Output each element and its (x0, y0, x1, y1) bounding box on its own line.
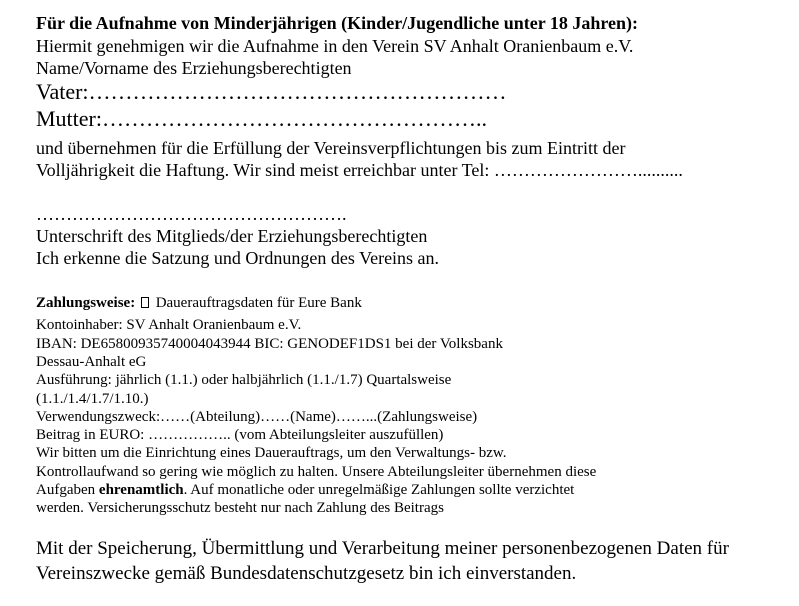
privacy-consent-line1: Mit der Speicherung, Übermittlung und Verarbeitung meiner personenbezogenen Daten für (36, 538, 729, 559)
minors-heading: Für die Aufnahme von Minderjährigen (Kinder/Jugendliche unter 18 Jahren): (36, 13, 639, 33)
phone-field: Volljährigkeit die Haftung. Wir sind meist erreichbar unter Tel: …………………….......... (36, 160, 683, 180)
volunteer-text-post: . Auf monatliche oder unregelmäßige Zahlungen sollte verzichtet (183, 482, 575, 498)
consent-text: Hiermit genehmigen wir die Aufnahme in den Verein SV Anhalt Oranienbaum e.V. (36, 36, 634, 56)
volunteer-emphasis: ehrenamtlich (98, 482, 184, 498)
insurance-note: werden. Versicherungsschutz besteht nur nach Zahlung des Beitrags (36, 500, 444, 516)
signature-line: ……………………………………………. (36, 204, 347, 224)
volunteer-text-pre: Aufgaben (36, 482, 99, 498)
standing-order-option: Dauerauftragsdaten für Eure Bank (155, 295, 362, 311)
signature-label: Unterschrift des Mitglieds/der Erziehungsberechtigten (36, 226, 428, 246)
payment-method-label: Zahlungsweise: (36, 295, 136, 311)
bylaws-acknowledgement: Ich erkenne die Satzung und Ordnungen des Vereins an. (36, 248, 440, 268)
account-holder: Kontoinhaber: SV Anhalt Oranienbaum e.V. (36, 317, 302, 333)
guardian-name-label: Name/Vorname des Erziehungsberechtigten (36, 58, 352, 78)
quarterly-dates: (1.1./1.4/1.7/1.10.) (36, 391, 149, 407)
payment-reference: Verwendungszweck:……(Abteilung)……(Name)……...(Zahlungsweise) (36, 409, 478, 425)
standing-order-checkbox[interactable] (141, 297, 149, 308)
standing-order-request: Wir bitten um die Einrichtung eines Dauerauftrags, um den Verwaltungs- bzw. (36, 445, 507, 461)
control-effort-text: Kontrollaufwand so gering wie möglich zu halten. Unsere Abteilungsleiter übernehmen diese (36, 464, 597, 480)
bank-name: Dessau-Anhalt eG (36, 354, 147, 370)
liability-text: und übernehmen für die Erfüllung der Vereinsverpflichtungen bis zum Eintritt der (36, 138, 626, 158)
execution-schedule: Ausführung: jährlich (1.1.) oder halbjährlich (1.1./1.7) Quartalsweise (36, 372, 452, 388)
privacy-consent-line2: Vereinszwecke gemäß Bundesdatenschutzgesetz bin ich einverstanden. (36, 563, 577, 584)
bank-details: IBAN: DE65800935740004043944 BIC: GENODEF1DS1 bei der Volksbank (36, 336, 503, 352)
payment-method (36, 296, 362, 311)
fee-amount: Beitrag in EURO: …………….. (vom Abteilungsleiter auszufüllen) (36, 427, 444, 443)
father-field: Vater:………………………………………………… (36, 79, 507, 104)
mother-field: Mutter:…………………………………………….. (36, 106, 487, 131)
volunteer-text (36, 483, 574, 498)
